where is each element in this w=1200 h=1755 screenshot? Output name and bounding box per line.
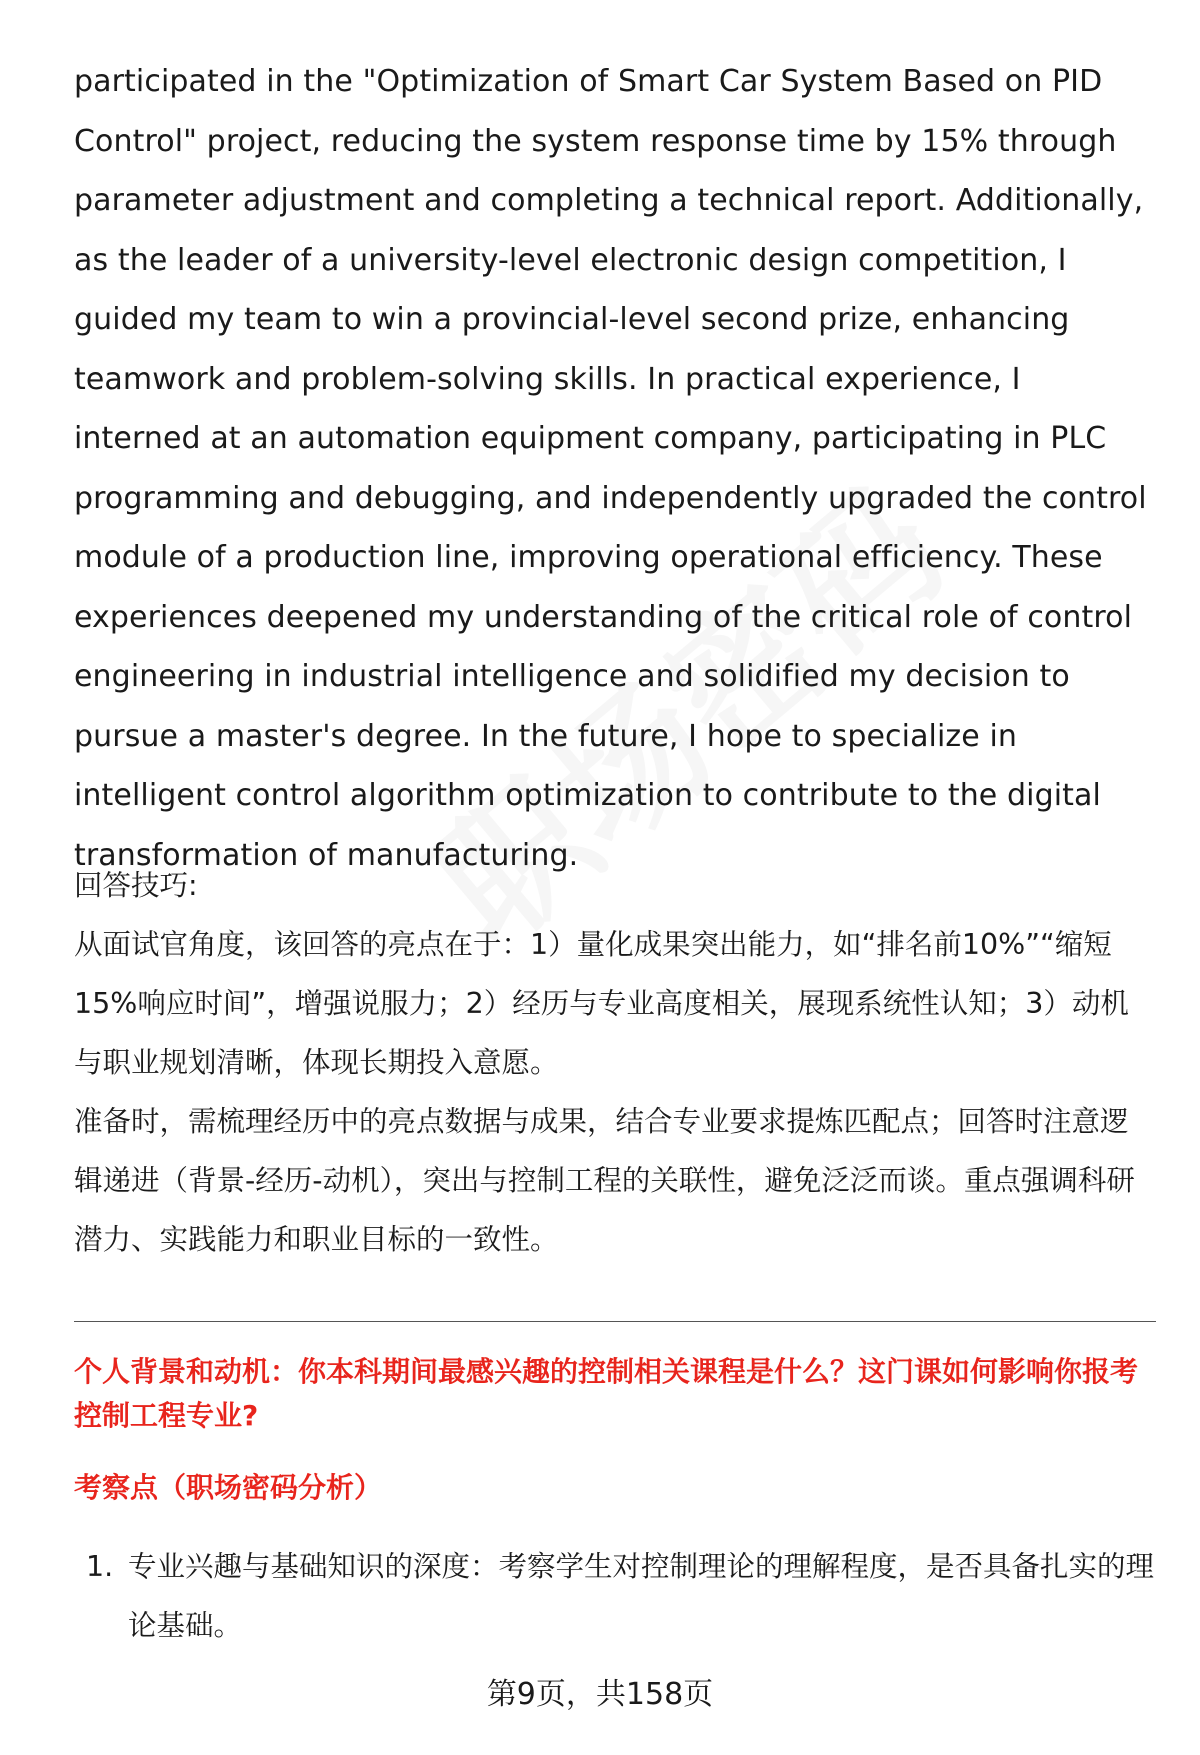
body-paragraph: participated in the "Optimization of Smart Car System Based on PID Control" project, reducing the system response time by 15% through parameter adjustment and completing a technical report. Additionally, as the leader of a university-level electronic design competition, I guided my team to win a provincial-level second prize, enhancing teamwork and problem-solving skills. In practical experience, I interned at an automation equipment company, participating in PLC programming and debugging, and independently upgraded the control module of a production line, improving operational efficiency. These experiences deepened my understanding of the critical role of control engineering in industrial intelligence and solidified my decision to pursue a master's degree. In the future, I hope to specialize in intelligent control algorithm optimization to contribute to the digital transformation of manufacturing. xyxy=(74,64,1147,873)
answer-tips xyxy=(74,856,1149,1269)
tips-paragraph-1: 从面试官角度，该回答的亮点在于：1）量化成果突出能力，如“排名前10%”“缩短15%响应时间”，增强说服力；2）经历与专业高度相关，展现系统性认知；3）动机与职业规划清晰，体现长期投入意愿。 xyxy=(74,928,1129,1079)
section-divider xyxy=(74,1321,1156,1322)
page-number: 第9页，共158页 xyxy=(486,1677,714,1712)
tips-label: 回答技巧: xyxy=(74,869,198,902)
list-item xyxy=(74,1537,1154,1655)
list-item-text: 专业兴趣与基础知识的深度：考察学生对控制理论的理解程度，是否具备扎实的理论基础。 xyxy=(128,1550,1155,1642)
assessment-list xyxy=(74,1537,1154,1655)
tips-paragraph-2: 准备时，需梳理经历中的亮点数据与成果，结合专业要求提炼匹配点；回答时注意逻辑递进（背景-经历-动机），突出与控制工程的关联性，避免泛泛而谈。重点强调科研潜力、实践能力和职业目标的一致性。 xyxy=(74,1105,1135,1256)
assessment-heading: 考察点（职场密码分析） xyxy=(74,1471,383,1504)
question-heading: 个人背景和动机：你本科期间最感兴趣的控制相关课程是什么？这门课如何影响你报考控制工程专业? xyxy=(74,1355,1139,1432)
list-item-number: 1. xyxy=(86,1550,114,1583)
